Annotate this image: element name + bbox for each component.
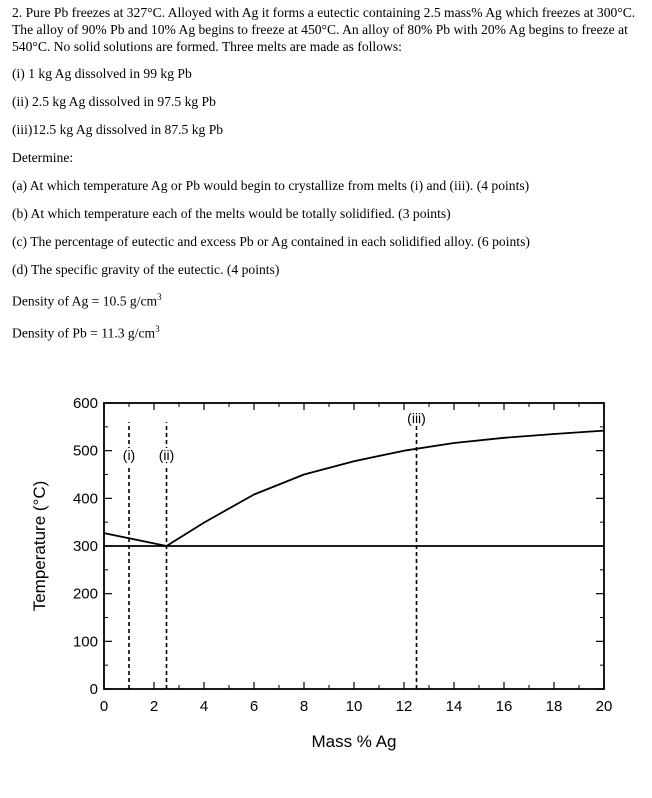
x-tick-label: 18 [545, 698, 563, 715]
x-tick-label: 8 [299, 698, 309, 715]
x-tick-label: 20 [595, 698, 613, 715]
density-ag [12, 289, 642, 310]
x-tick-label: 12 [395, 698, 413, 715]
density-ag-text: Density of Ag = 10.5 g/cm [12, 293, 158, 309]
y-tick-label: 0 [89, 681, 98, 698]
x-tick-label: 6 [249, 698, 259, 715]
x-tick-label: 0 [99, 698, 109, 715]
y-tick-label: 400 [72, 490, 98, 508]
x-tick-label: 2 [149, 698, 159, 715]
composition-label-3: (iii) [407, 410, 426, 426]
problem-text-block [12, 4, 642, 352]
density-ag-exponent: 3 [157, 292, 162, 302]
y-tick-label: 300 [72, 538, 98, 555]
problem-statement: 2. Pure Pb freezes at 327°C. Alloyed with Ag it forms a eutectic containing 2.5 mass% Ag which freezes at 300°C. The alloy of 90% Pb and 10% Ag begins to freeze at 450°C. An alloy of 80% Pb with 20% Ag begins to freeze at 540°C. No solid solutions are formed. Three melts are made as follows: [12, 5, 636, 54]
y-tick-label: 500 [72, 442, 98, 460]
melt-item-iii: (iii)12.5 kg Ag dissolved in 87.5 kg Pb [12, 122, 224, 137]
question-d: (d) The specific gravity of the eutectic. (4 points) [12, 262, 280, 277]
question-b: (b) At which temperature each of the melts would be totally solidified. (3 points) [12, 206, 451, 221]
x-tick-label: 16 [495, 698, 513, 715]
y-tick-label: 100 [72, 633, 98, 651]
melt-item-i: (i) 1 kg Ag dissolved in 99 kg Pb [12, 66, 192, 81]
x-tick-label: 10 [345, 698, 363, 715]
question-c: (c) The percentage of eutectic and excess Pb or Ag contained in each solidified alloy. (6 points) [12, 234, 530, 249]
composition-label-2: (ii) [158, 447, 175, 464]
composition-label-1: (i) [122, 447, 136, 464]
series-liquidus-pb [104, 533, 167, 546]
x-tick-label: 14 [445, 698, 463, 715]
y-tick-label: 600 [72, 395, 98, 412]
density-pb-text: Density of Pb = 11.3 g/cm [12, 325, 156, 341]
x-tick-label: 4 [199, 698, 209, 715]
density-pb [12, 321, 642, 342]
melt-item-ii: (ii) 2.5 kg Ag dissolved in 97.5 kg Pb [12, 94, 216, 109]
determine-label: Determine: [12, 150, 74, 165]
question-a: (a) At which temperature Ag or Pb would begin to crystallize from melts (i) and (iii). (4 points) [12, 178, 530, 193]
x-axis-title: Mass % Ag [311, 732, 397, 751]
phase-diagram [0, 372, 652, 793]
y-axis-title: Temperature (°C) [30, 480, 49, 612]
phase-diagram-svg [0, 372, 652, 793]
density-pb-exponent: 3 [155, 323, 160, 334]
y-tick-label: 200 [72, 585, 98, 603]
series-liquidus-ag [167, 431, 605, 546]
